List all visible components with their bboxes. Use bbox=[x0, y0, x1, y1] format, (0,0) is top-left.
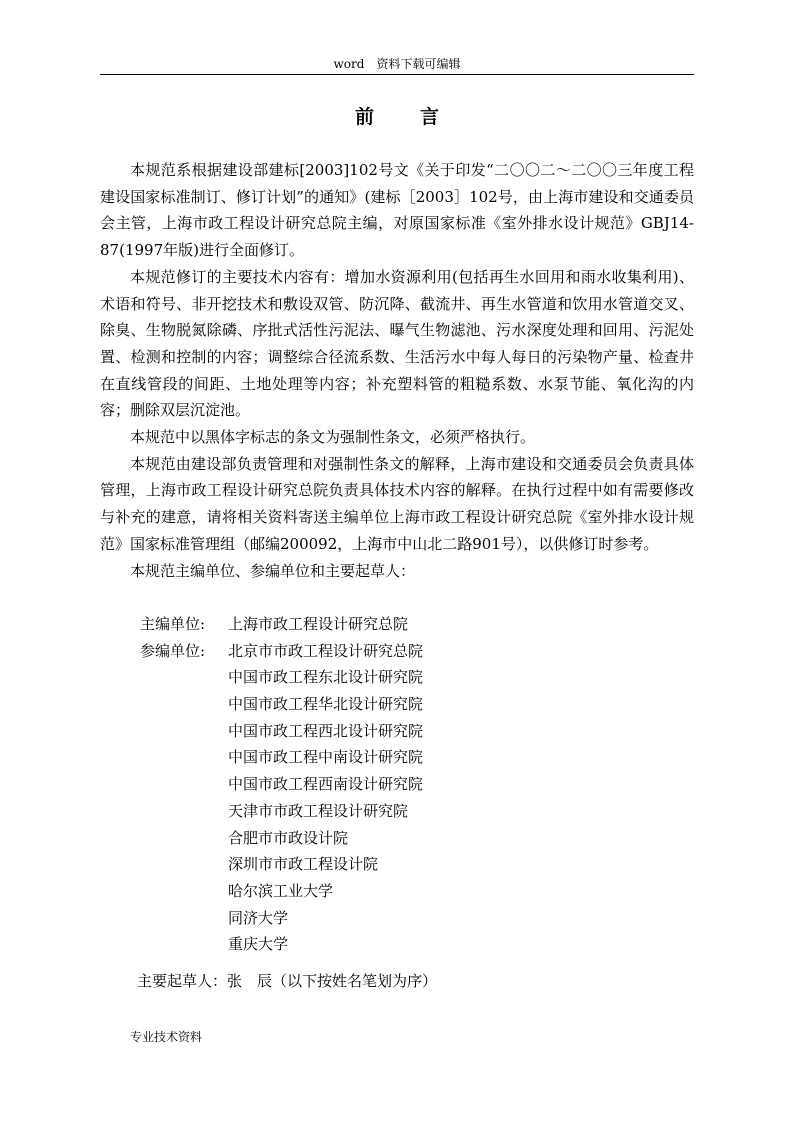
participating-unit-row bbox=[140, 905, 660, 932]
chief-unit-name: 上海市政工程设计研究总院 bbox=[228, 615, 409, 633]
participating-unit-row bbox=[140, 771, 660, 798]
section-title: 前言 bbox=[354, 106, 485, 128]
paragraph-management: 本规范由建设部负责管理和对强制性条文的解释，上海市建设和交通委员会负责具体管理，上海市政工程设计研究总院负责具体技术内容的解释。在执行过程中如有需要修改与补充的建意，请将相关资料寄送主编单位上海市政工程设计研究总院《室外排水设计规范》国家标准管理组（邮编200092，上海市中山北二路901号），以供修订时参考。 bbox=[100, 454, 694, 553]
header-divider bbox=[100, 74, 694, 75]
participating-unit-name: 深圳市市政工程设计院 bbox=[228, 855, 379, 874]
participating-unit-name: 中国市政工程中南设计研究院 bbox=[228, 748, 424, 767]
participating-unit-row bbox=[140, 691, 660, 718]
participating-unit-name: 天津市市政工程设计研究院 bbox=[228, 801, 409, 820]
participating-unit-name: 合肥市市政设计院 bbox=[228, 828, 349, 847]
participating-unit-row bbox=[140, 878, 660, 905]
participating-unit-name: 重庆大学 bbox=[228, 935, 289, 954]
chief-unit-label: 主编单位: bbox=[140, 615, 206, 633]
participating-unit-label: 参编单位: bbox=[140, 641, 206, 660]
participating-unit-row bbox=[140, 825, 660, 852]
paragraph-revisions: 本规范修订的主要技术内容有：增加水资源利用(包括再生水回用和雨水收集利用)、术语和符号、非开挖技术和敷设双管、防沉降、截流井、再生水管道和饮用水管道交叉、除臭、生物脱氮除磷、序批式活性污泥法、曝气生物滤池、污水深度处理和回用、污泥处置、检测和控制的内容；调整综合径流系数、生活污水中每人每日的污染物产量、检查井在直线管段的间距、土地处理等内容；补充塑料管的粗糙系数、水泵节能、氧化沟的内容；删除双层沉淀池。 bbox=[100, 267, 694, 420]
chief-drafters: 主要起草人：张 辰（以下按姓名笔划为序） bbox=[137, 972, 438, 990]
paragraph-mandatory: 本规范中以黑体字标志的条文为强制性条文，必须严格执行。 bbox=[130, 428, 536, 447]
participating-unit-row bbox=[140, 851, 660, 878]
participating-unit-row bbox=[140, 664, 660, 691]
participating-unit-name: 北京市市政工程设计研究总院 bbox=[228, 641, 424, 660]
page-header: word 资料下载可编辑 bbox=[333, 57, 461, 71]
participating-unit-row bbox=[140, 744, 660, 771]
page-footer: 专业技术资料 bbox=[130, 1030, 203, 1044]
participating-unit-name: 中国市政工程西北设计研究院 bbox=[228, 721, 424, 740]
participating-unit-name: 中国市政工程华北设计研究院 bbox=[228, 695, 424, 714]
participating-unit-name: 中国市政工程东北设计研究院 bbox=[228, 668, 424, 687]
participating-unit-name: 中国市政工程西南设计研究院 bbox=[228, 775, 424, 794]
paragraph-basis: 本规范系根据建设部建标[2003]102号文《关于印发“二〇〇二～二〇〇三年度工程建设国家标准制订、修订计划”的通知》(建标［2003］102号，由上海市建设和交通委员会主管，上海市政工程设计研究总院主编，对原国家标准《室外排水设计规范》GBJ14-87(1997年版)进行全面修订。 bbox=[100, 161, 694, 260]
preface-body bbox=[100, 157, 694, 584]
participating-unit-row bbox=[140, 931, 660, 958]
participating-unit-name: 同济大学 bbox=[228, 908, 289, 927]
participating-unit-name: 哈尔滨工业大学 bbox=[228, 881, 334, 900]
paragraph-units-intro: 本规范主编单位、参编单位和主要起草人： bbox=[130, 561, 416, 580]
participating-unit-row bbox=[140, 718, 660, 745]
participating-unit-row bbox=[140, 798, 660, 825]
chief-unit-row bbox=[140, 611, 660, 638]
units-list bbox=[140, 611, 660, 958]
participating-unit-row bbox=[140, 638, 660, 665]
